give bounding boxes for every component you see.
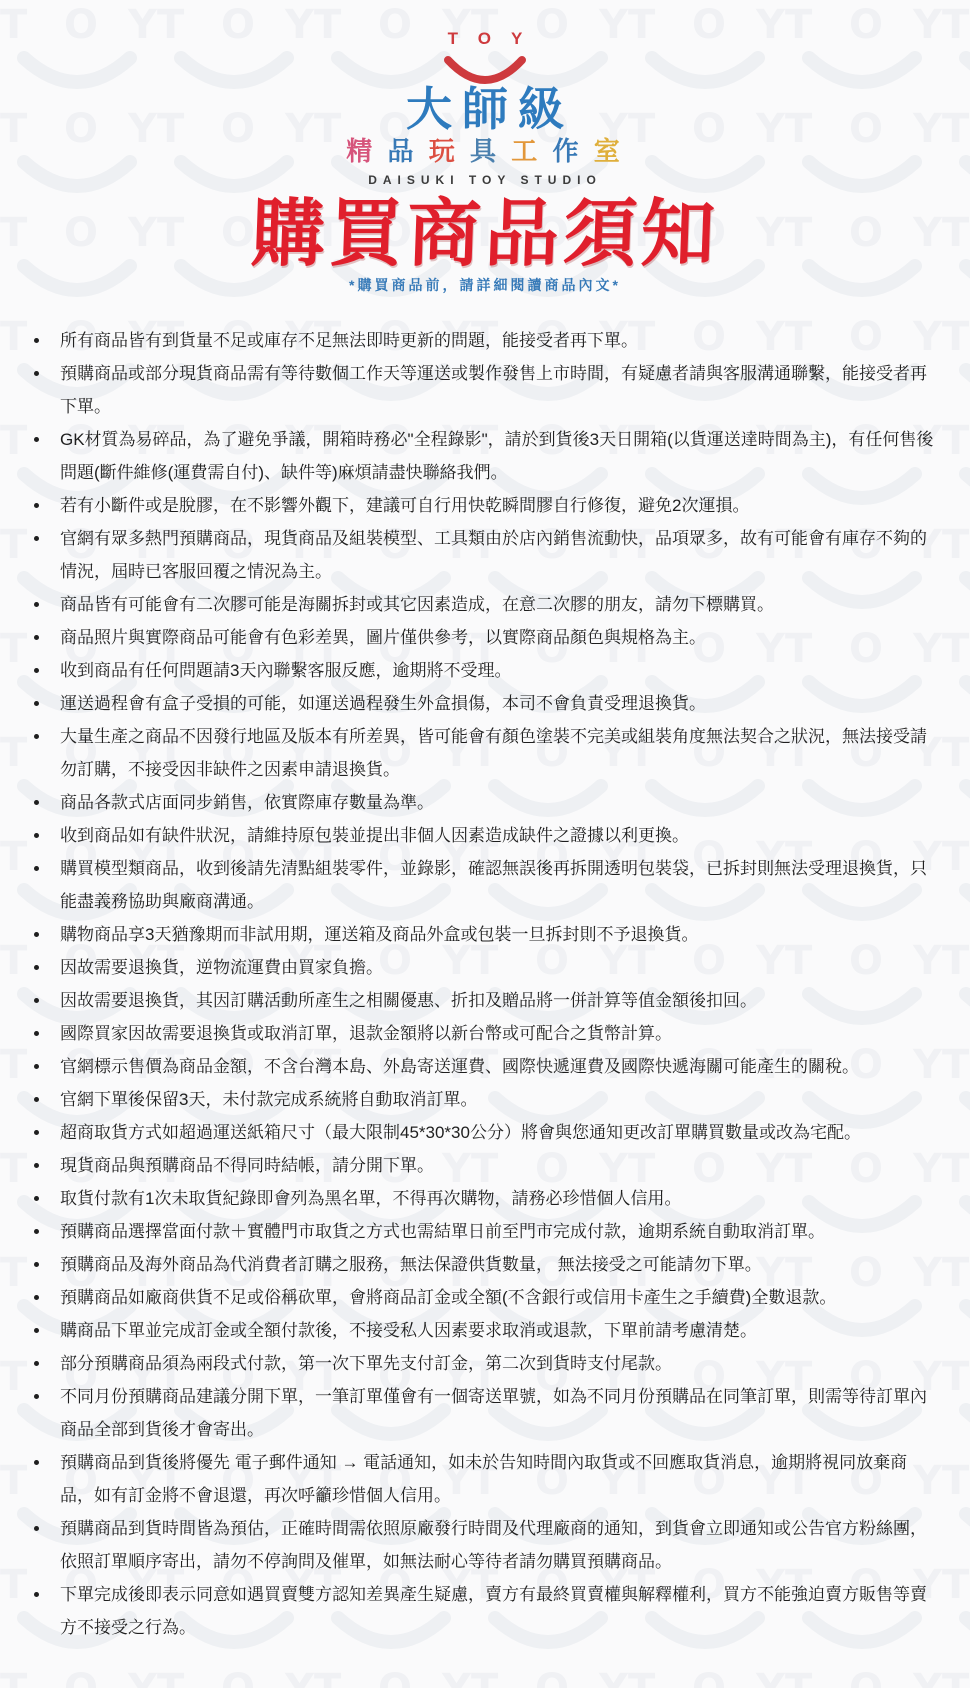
notice-text: 預購商品如廠商供貨不足或俗稱砍單，會將商品訂金或全額(不含銀行或信用卡產生之手續費)全數退款。 [60,1288,837,1307]
notice-item [32,1380,938,1446]
bullet-dot [34,1295,39,1300]
bullet-dot [34,800,39,805]
notice-text: 大量生產之商品不因發行地區及版本有所差異，皆可能會有顏色塗裝不完美或組裝角度無法契合之狀況，無法接受請勿訂購，不接受因非缺件之因素申請退換貨。 [60,727,927,779]
notice-item [32,1215,938,1248]
logo-toy-text: TOY [447,29,543,48]
notice-text: 官網有眾多熱門預購商品，現貨商品及組裝模型、工具類由於店內銷售流動快，品項眾多，故有可能會有庫存不夠的情況，屆時已客服回覆之情況為主。 [60,529,927,581]
bullet-dot [34,503,39,508]
notice-item [32,654,938,687]
bullet-dot [34,371,39,376]
bullet-dot [34,932,39,937]
bullet-dot [34,1262,39,1267]
notice-item [32,984,938,1017]
bullet-dot [34,866,39,871]
notice-item [32,720,938,786]
notice-text: 預購商品到貨後將優先 電子郵件通知 → 電話通知，如未於告知時間內取貨或不回應取貨消息，逾期將視同放棄商品，如有訂金將不會退還，再次呼籲珍惜個人信用。 [60,1453,908,1505]
bullet-dot [34,1592,39,1597]
notice-item [32,1281,938,1314]
brand-name: 大師級 [406,83,574,135]
bullet-dot [34,1031,39,1036]
notice-text: 現貨商品與預購商品不得同時結帳，請分開下單。 [60,1156,434,1175]
notice-item [32,423,938,489]
bullet-dot [34,1460,39,1465]
bullet-dot [34,1097,39,1102]
bullet-dot [34,1130,39,1135]
notice-item [32,951,938,984]
notice-text: 商品皆有可能會有二次膠可能是海關拆封或其它因素造成，在意二次膠的朋友，請勿下標購買。 [60,595,774,614]
bullet-dot [34,1394,39,1399]
bullet-dot [34,1361,39,1366]
notice-item [32,786,938,819]
bullet-dot [34,734,39,739]
notice-item [32,522,938,588]
notice-item [32,1314,938,1347]
sub-brand-char: 品 [387,136,418,166]
notice-text: 國際買家因故需要退換貨或取消訂單，退款金額將以新台幣或可配合之貨幣計算。 [60,1024,672,1043]
notice-text: 購買模型類商品，收到後請先清點組裝零件，並錄影，確認無誤後再拆開透明包裝袋，已拆封則無法受理退換貨，只能盡義務協助與廠商溝通。 [60,859,927,911]
studio-name: DAISUKI TOY STUDIO [368,173,602,187]
notice-item [32,852,938,918]
bullet-dot [34,668,39,673]
notice-item [32,1347,938,1380]
bullet-dot [34,602,39,607]
notice-text: 預購商品或部分現貨商品需有等待數個工作天等運送或製作發售上市時間，有疑慮者請與客服溝通聯繫，能接受者再下單。 [60,364,927,416]
bullet-dot [34,965,39,970]
bullet-dot [34,701,39,706]
notice-item [32,1017,938,1050]
sub-brand-char: 室 [593,136,624,166]
notice-text: 部分預購商品須為兩段式付款，第一次下單先支付訂金，第二次到貨時支付尾款。 [60,1354,672,1373]
bullet-dot [34,1196,39,1201]
notice-text: 購商品下單並完成訂金或全額付款後，不接受私人因素要求取消或退款，下單前請考慮清楚。 [60,1321,757,1340]
notice-text: 預購商品及海外商品為代消費者訂購之服務，無法保證供貨數量， 無法接受之可能請勿下單。 [60,1255,762,1274]
notice-text: 下單完成後即表示同意如遇買賣雙方認知差異產生疑慮，賣方有最終買賣權與解釋權利，買方不能強迫賣方販售等賣方不接受之行為。 [60,1585,927,1637]
notice-text: 收到商品如有缺件狀況，請維持原包裝並提出非個人因素造成缺件之證據以利更換。 [60,826,689,845]
notice-list [32,324,938,1644]
notice-item [32,1512,938,1578]
notice-item [32,324,938,357]
sub-brand-char: 作 [552,136,583,166]
notice-item [32,819,938,852]
sub-brand-char: 工 [511,136,542,166]
bullet-dot [34,833,39,838]
notice-text: 取貨付款有1次未取貨紀錄即會列為黑名單，不得再次購物，請務必珍惜個人信用。 [60,1189,682,1208]
notice-item [32,1116,938,1149]
bullet-dot [34,635,39,640]
bullet-dot [34,1163,39,1168]
notice-text: 所有商品皆有到貨量不足或庫存不足無法即時更新的問題，能接受者再下單。 [60,331,638,350]
notice-item [32,357,938,423]
bullet-dot [34,338,39,343]
notice-text: 購物商品享3天猶豫期而非試用期，運送箱及商品外盒或包裝一旦拆封則不予退換貨。 [60,925,699,944]
notice-text: 預購商品到貨時間皆為預估，正確時間需依照原廠發行時間及代理廠商的通知，到貨會立即通知或公告官方粉絲團，依照訂單順序寄出，請勿不停詢問及催單，如無法耐心等待者請勿購買預購商品。 [60,1519,927,1571]
notice-item [32,588,938,621]
notice-text: 超商取貨方式如超過運送紙箱尺寸（最大限制45*30*30公分）將會與您通知更改訂單購買數量或改為宅配。 [60,1123,861,1142]
bullet-dot [34,437,39,442]
notice-text: 收到商品有任何問題請3天內聯繫客服反應，逾期將不受理。 [60,661,512,680]
notice-text: 商品照片與實際商品可能會有色彩差異，圖片僅供參考，以實際商品顏色與規格為主。 [60,628,706,647]
notice-text: 預購商品選擇當面付款＋實體門市取貨之方式也需結單日前至門市完成付款，逾期系統自動取消訂單。 [60,1222,825,1241]
logo [0,30,970,188]
notice-item [32,1446,938,1512]
page-subtitle: *購買商品前，請詳細閱讀商品內文* [349,277,621,293]
notice-item [32,687,938,720]
notice-item [32,621,938,654]
bullet-dot [34,998,39,1003]
notice-text: 因故需要退換貨，逆物流運費由買家負擔。 [60,958,383,977]
sub-brand-name [0,136,970,166]
notice-text: 官網下單後保留3天，未付款完成系統將自動取消訂單。 [60,1090,478,1109]
sub-brand-char: 精 [346,136,377,166]
notice-text: 若有小斷件或是脫膠，在不影響外觀下，建議可自行用快乾瞬間膠自行修復，避免2次運損。 [60,496,750,515]
notice-text: 運送過程會有盒子受損的可能，如運送過程發生外盒損傷，本司不會負責受理退換貨。 [60,694,706,713]
notice-item [32,1149,938,1182]
notice-text: 不同月份預購商品建議分開下單，一筆訂單僅會有一個寄送單號，如為不同月份預購品在同筆訂單，則需等待訂單內商品全部到貨後才會寄出。 [60,1387,927,1439]
bullet-dot [34,1064,39,1069]
page-title: 購買商品須知 [249,192,721,275]
notice-text: 因故需要退換貨，其因訂購活動所產生之相關優惠、折扣及贈品將一併計算等值金額後扣回。 [60,991,757,1010]
notice-item [32,1578,938,1644]
notice-item [32,1182,938,1215]
notice-item [32,1248,938,1281]
notice-item [32,1050,938,1083]
notice-item [32,489,938,522]
bullet-dot [34,1526,39,1531]
notice-text: 商品各款式店面同步銷售，依實際庫存數量為準。 [60,793,434,812]
notice-text: 官網標示售價為商品金額，不含台灣本島、外島寄送運費、國際快遞運費及國際快遞海關可能產生的關稅。 [60,1057,859,1076]
notice-text: GK材質為易碎品，為了避免爭議，開箱時務必"全程錄影"，請於到貨後3天日開箱(以貨運送達時間為主)，有任何售後問題(斷件維修(運費需自付)、缺件等)麻煩請盡快聯絡我們。 [60,430,934,482]
notice-item [32,918,938,951]
bullet-dot [34,1328,39,1333]
notice-item [32,1083,938,1116]
sub-brand-char: 玩 [428,136,459,166]
bullet-dot [34,1229,39,1234]
sub-brand-char: 具 [469,136,500,166]
bullet-dot [34,536,39,541]
